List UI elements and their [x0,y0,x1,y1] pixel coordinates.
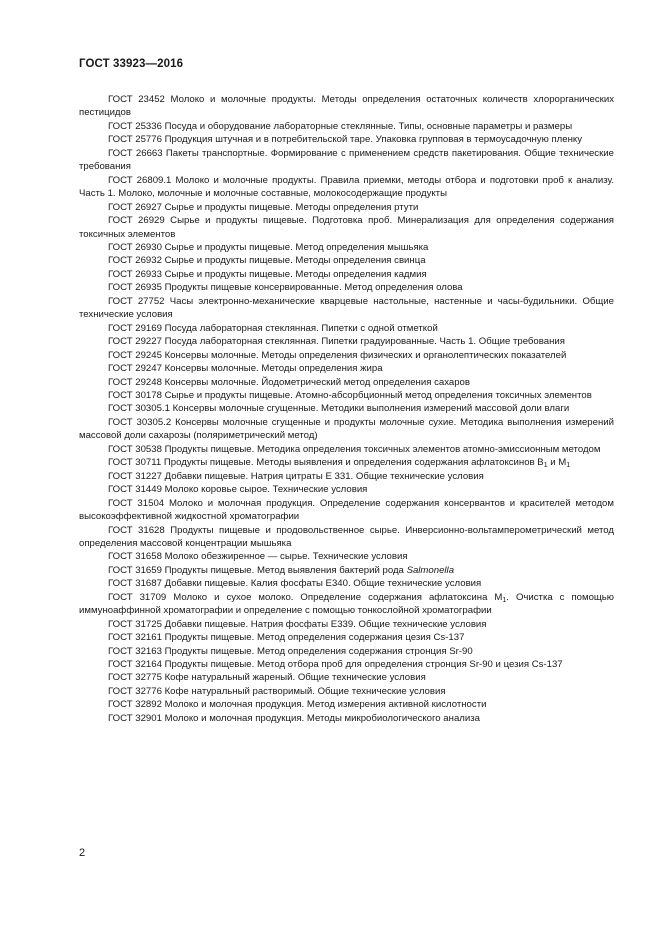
reference-item: ГОСТ 32901 Молоко и молочная продукция. Методы микробиологического анализа [108,712,480,724]
reference-item: ГОСТ 25776 Продукция штучная и в потребительской таре. Упаковка групповая в термоусадочную пленку [108,134,582,146]
reference-item: ГОСТ 30305.1 Консервы молочные сгущенные. Методики выполнения измерений массовой доли влаги [108,403,570,415]
reference-item: ГОСТ 30538 Продукты пищевые. Методика определения токсичных элементов атомно-эмиссионным методом [108,443,601,455]
reference-item: ГОСТ 31687 Добавки пищевые. Калия фосфаты Е340. Общие технические условия [108,578,482,590]
reference-item: ГОСТ 32163 Продукты пищевые. Метод определения содержания стронция Sr-90 [108,645,473,657]
reference-item: ГОСТ 30711 Продукты пищевые. Методы выявления и определения содержания афлатоксинов $B_1$ и $M_1$ [108,457,571,470]
reference-item: ГОСТ 31709 Молоко и сухое молоко. Определение содержания афлатоксина $M_1$. Очистка с помощью иммуноаффинной хроматографии и определение с помощью тонкослойной хроматографии [79,591,615,617]
reference-item: ГОСТ 31628 Продукты пищевые и продовольственное сырье. Инверсионно-вольтамперометрический метод определения массовой концентрации мышьяка [79,524,614,549]
reference-item: ГОСТ 29248 Консервы молочные. Йодометрический метод определения сахаров [108,376,470,388]
normative-references-list [79,93,614,725]
reference-item: ГОСТ 29247 Консервы молочные. Методы определения жира [108,363,383,375]
reference-item: ГОСТ 23452 Молоко и молочные продукты. Методы определения остаточных количеств хлорорганических пестицидов [79,94,614,119]
reference-item: ГОСТ 32161 Продукты пищевые. Метод определения содержания цезия Cs-137 [108,632,465,644]
reference-item: ГОСТ 26935 Продукты пищевые консервированные. Метод определения олова [108,282,463,294]
reference-item: ГОСТ 31227 Добавки пищевые. Натрия цитраты Е 331. Общие технические условия [108,470,484,482]
document-header: ГОСТ 33923—2016 [79,58,184,70]
reference-item: ГОСТ 30178 Сырье и продукты пищевые. Атомно-абсорбционный метод определения токсичных элементов [108,389,592,401]
reference-item: ГОСТ 27752 Часы электронно-механические кварцевые настольные, настенные и часы-будильники. Общие технические условия [79,295,614,321]
reference-item: ГОСТ 31725 Добавки пищевые. Натрия фосфаты Е339. Общие технические условия [108,618,487,630]
reference-item: ГОСТ 31658 Молоко обезжиренное — сырье. Технические условия [108,551,408,563]
reference-item: ГОСТ 29169 Посуда лабораторная стеклянная. Пипетки с одной отметкой [108,322,438,334]
reference-item: ГОСТ 31449 Молоко коровье сырое. Технические условия [108,484,368,496]
reference-item: ГОСТ 26663 Пакеты транспортные. Формирование с применением средств пакетирования. Общие технические требования [79,147,614,173]
reference-item: ГОСТ 32776 Кофе натуральный растворимый. Общие технические условия [108,685,446,697]
reference-item: ГОСТ 25336 Посуда и оборудование лабораторные стеклянные. Типы, основные параметры и размеры [108,120,573,132]
reference-item: ГОСТ 31659 Продукты пищевые. Метод выявления бактерий рода Salmonella [108,564,455,576]
reference-item: ГОСТ 26929 Сырье и продукты пищевые. Подготовка проб. Минерализация для определения содержания токсичных элементов [79,215,614,240]
reference-item: ГОСТ 26930 Сырье и продукты пищевые. Метод определения мышьяка [108,241,429,253]
reference-item: ГОСТ 32892 Молоко и молочная продукция. Метод измерения активной кислотности [108,699,487,711]
reference-item: ГОСТ 26933 Сырье и продукты пищевые. Методы определения кадмия [108,268,427,280]
reference-item: ГОСТ 26809.1 Молоко и молочные продукты. Правила приемки, методы отбора и подготовки проб к анализу. Часть 1. Молоко, молочные и молочные составные, молокосодержащие продукты [79,174,614,200]
reference-item: ГОСТ 29227 Посуда лабораторная стеклянная. Пипетки градуированные. Часть 1. Общие требования [108,336,565,348]
page-number: 2 [79,847,86,859]
reference-item: ГОСТ 29245 Консервы молочные. Методы определения физических и органолептических показателей [108,349,567,361]
reference-item: ГОСТ 26927 Сырье и продукты пищевые. Методы определения ртути [108,201,419,213]
reference-item: ГОСТ 32164 Продукты пищевые. Метод отбора проб для определения стронция Sr-90 и цезия Cs-137 [108,659,563,671]
reference-item: ГОСТ 32775 Кофе натуральный жареный. Общие технические условия [108,672,426,684]
reference-item: ГОСТ 30305.2 Консервы молочные сгущенные и продукты молочные сухие. Методика выполнения измерений массовой доли сахарозы (поляриметрический метод) [79,416,614,442]
reference-item: ГОСТ 31504 Молоко и молочная продукция. Определение содержания консервантов и красителей методом высокоэффективной жидкостной хроматографии [79,497,614,523]
reference-item: ГОСТ 26932 Сырье и продукты пищевые. Методы определения свинца [108,255,426,267]
